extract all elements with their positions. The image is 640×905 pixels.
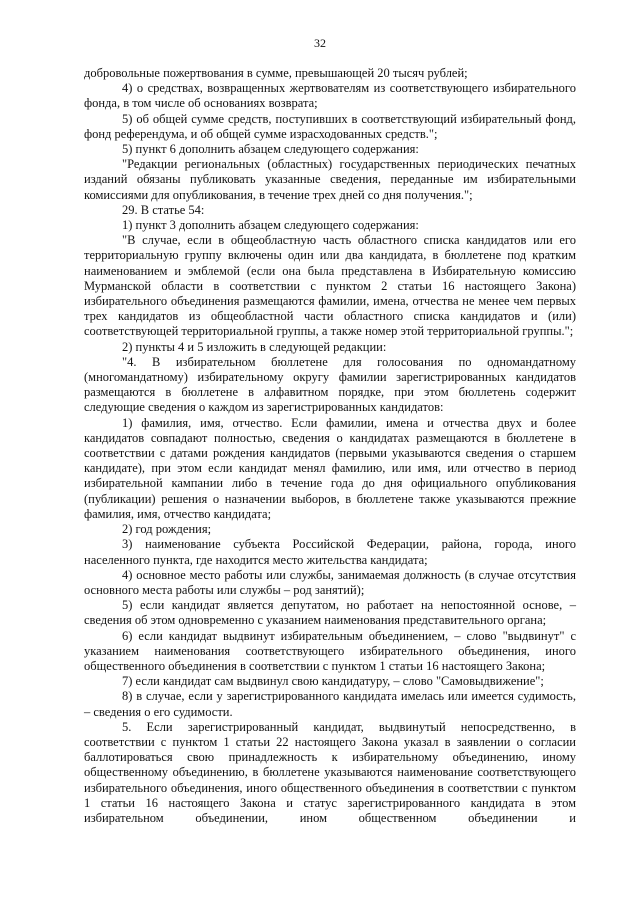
paragraph: 8) в случае, если у зарегистрированного кандидата имелась или имеется судимость, – сведения о его судимости. (84, 689, 576, 719)
paragraph: 2) пункты 4 и 5 изложить в следующей редакции: (122, 339, 387, 354)
paragraph: "4. В избирательном бюллетене для голосования по одномандатному (многомандатному) избирательному округу фамилии зарегистрированных кандидатов размещаются в бюллетене в алфавитном порядке, при этом бюллетень содержит следующие сведения о каждом из зарегистрированных кандидатов: (84, 354, 576, 415)
paragraph: 1) пункт 3 дополнить абзацем следующего содержания: (122, 218, 419, 233)
page-number: 32 (314, 36, 326, 50)
paragraph: 5. Если зарегистрированный кандидат, выдвинутый непосредственно, в соответствии с пунктом 1 статьи 22 настоящего Закона указал в заявлении о согласии баллотироваться свою принадлежность к избирательному объединению, иному общественному объединению, в бюллетене указываются наименование соответствующего избирательного объединения, иного общественного объединения в соответствии с пунктом 1 статьи 16 настоящего Закона и статус зарегистрированного кандидата в этом избирательном объединении, ином общественном объединении и (84, 719, 576, 825)
paragraph: 5) если кандидат является депутатом, но работает на непостоянной основе, – сведения об этом одновременно с указанием наименования представительного органа; (84, 598, 576, 628)
paragraph: "В случае, если в общеобластную часть областного списка кандидатов или его территориальную группу включены один или два кандидата, в бюллетене под кратким наименованием и эмблемой (если она была представлена в Избирательную комиссию Мурманской области в соответствии с пунктом 2 статьи 16 настоящего Закона) избирательного объединения размещаются фамилии, имена, отчества не менее чем первых трех кандидатов из общеобластной части областного списка кандидатов и (или) соответствующей территориальной группы, а также номер этой территориальной группы."; (84, 233, 576, 339)
paragraph: 5) пункт 6 дополнить абзацем следующего содержания: (122, 142, 419, 157)
paragraph: 5) об общей сумме средств, поступивших в соответствующий избирательный фонд, фонд референдума, и об общей сумме израсходованных средств."; (84, 111, 576, 141)
paragraph: 29. В статье 54: (122, 202, 205, 217)
paragraph: 4) основное место работы или службы, занимаемая должность (в случае отсутствия основного места работы или службы – род занятий); (84, 567, 576, 597)
paragraph: 1) фамилия, имя, отчество. Если фамилии, имена и отчества двух и более кандидатов совпадают полностью, сведения о кандидатах размещаются в бюллетене в соответствии с датами рождения кандидатов (первыми указываются сведения о старшем кандидате), при этом если кандидат менял фамилию, или имя, или отчество в период избирательной кампании либо в течение года до дня официального опубликования (публикации) решения о назначении выборов, в бюллетене также указываются прежние фамилия, имя, отчество кандидата; (84, 415, 576, 521)
document-body (84, 66, 576, 826)
paragraph: добровольные пожертвования в сумме, превышающей 20 тысяч рублей; (84, 66, 468, 80)
paragraph: 2) год рождения; (122, 522, 212, 537)
paragraph: 6) если кандидат выдвинут избирательным объединением, – слово "выдвинут" с указанием наименования соответствующего избирательного объединения, иного общественного объединения в соответствии с пунктом 1 статьи 16 настоящего Закона; (84, 628, 576, 673)
paragraph: 4) о средствах, возвращенных жертвователям из соответствующего избирательного фонда, в том числе об основаниях возврата; (84, 81, 576, 111)
paragraph: 7) если кандидат сам выдвинул свою кандидатуру, – слово "Самовыдвижение"; (122, 674, 544, 689)
paragraph: "Редакции региональных (областных) государственных периодических печатных изданий обязаны публиковать указанные сведения, переданные им избирательными комиссиями для опубликования, в течение трех дней со дня получения."; (84, 157, 576, 202)
paragraph: 3) наименование субъекта Российской Федерации, района, города, иного населенного пункта, где находится место жительства кандидата; (84, 537, 576, 567)
